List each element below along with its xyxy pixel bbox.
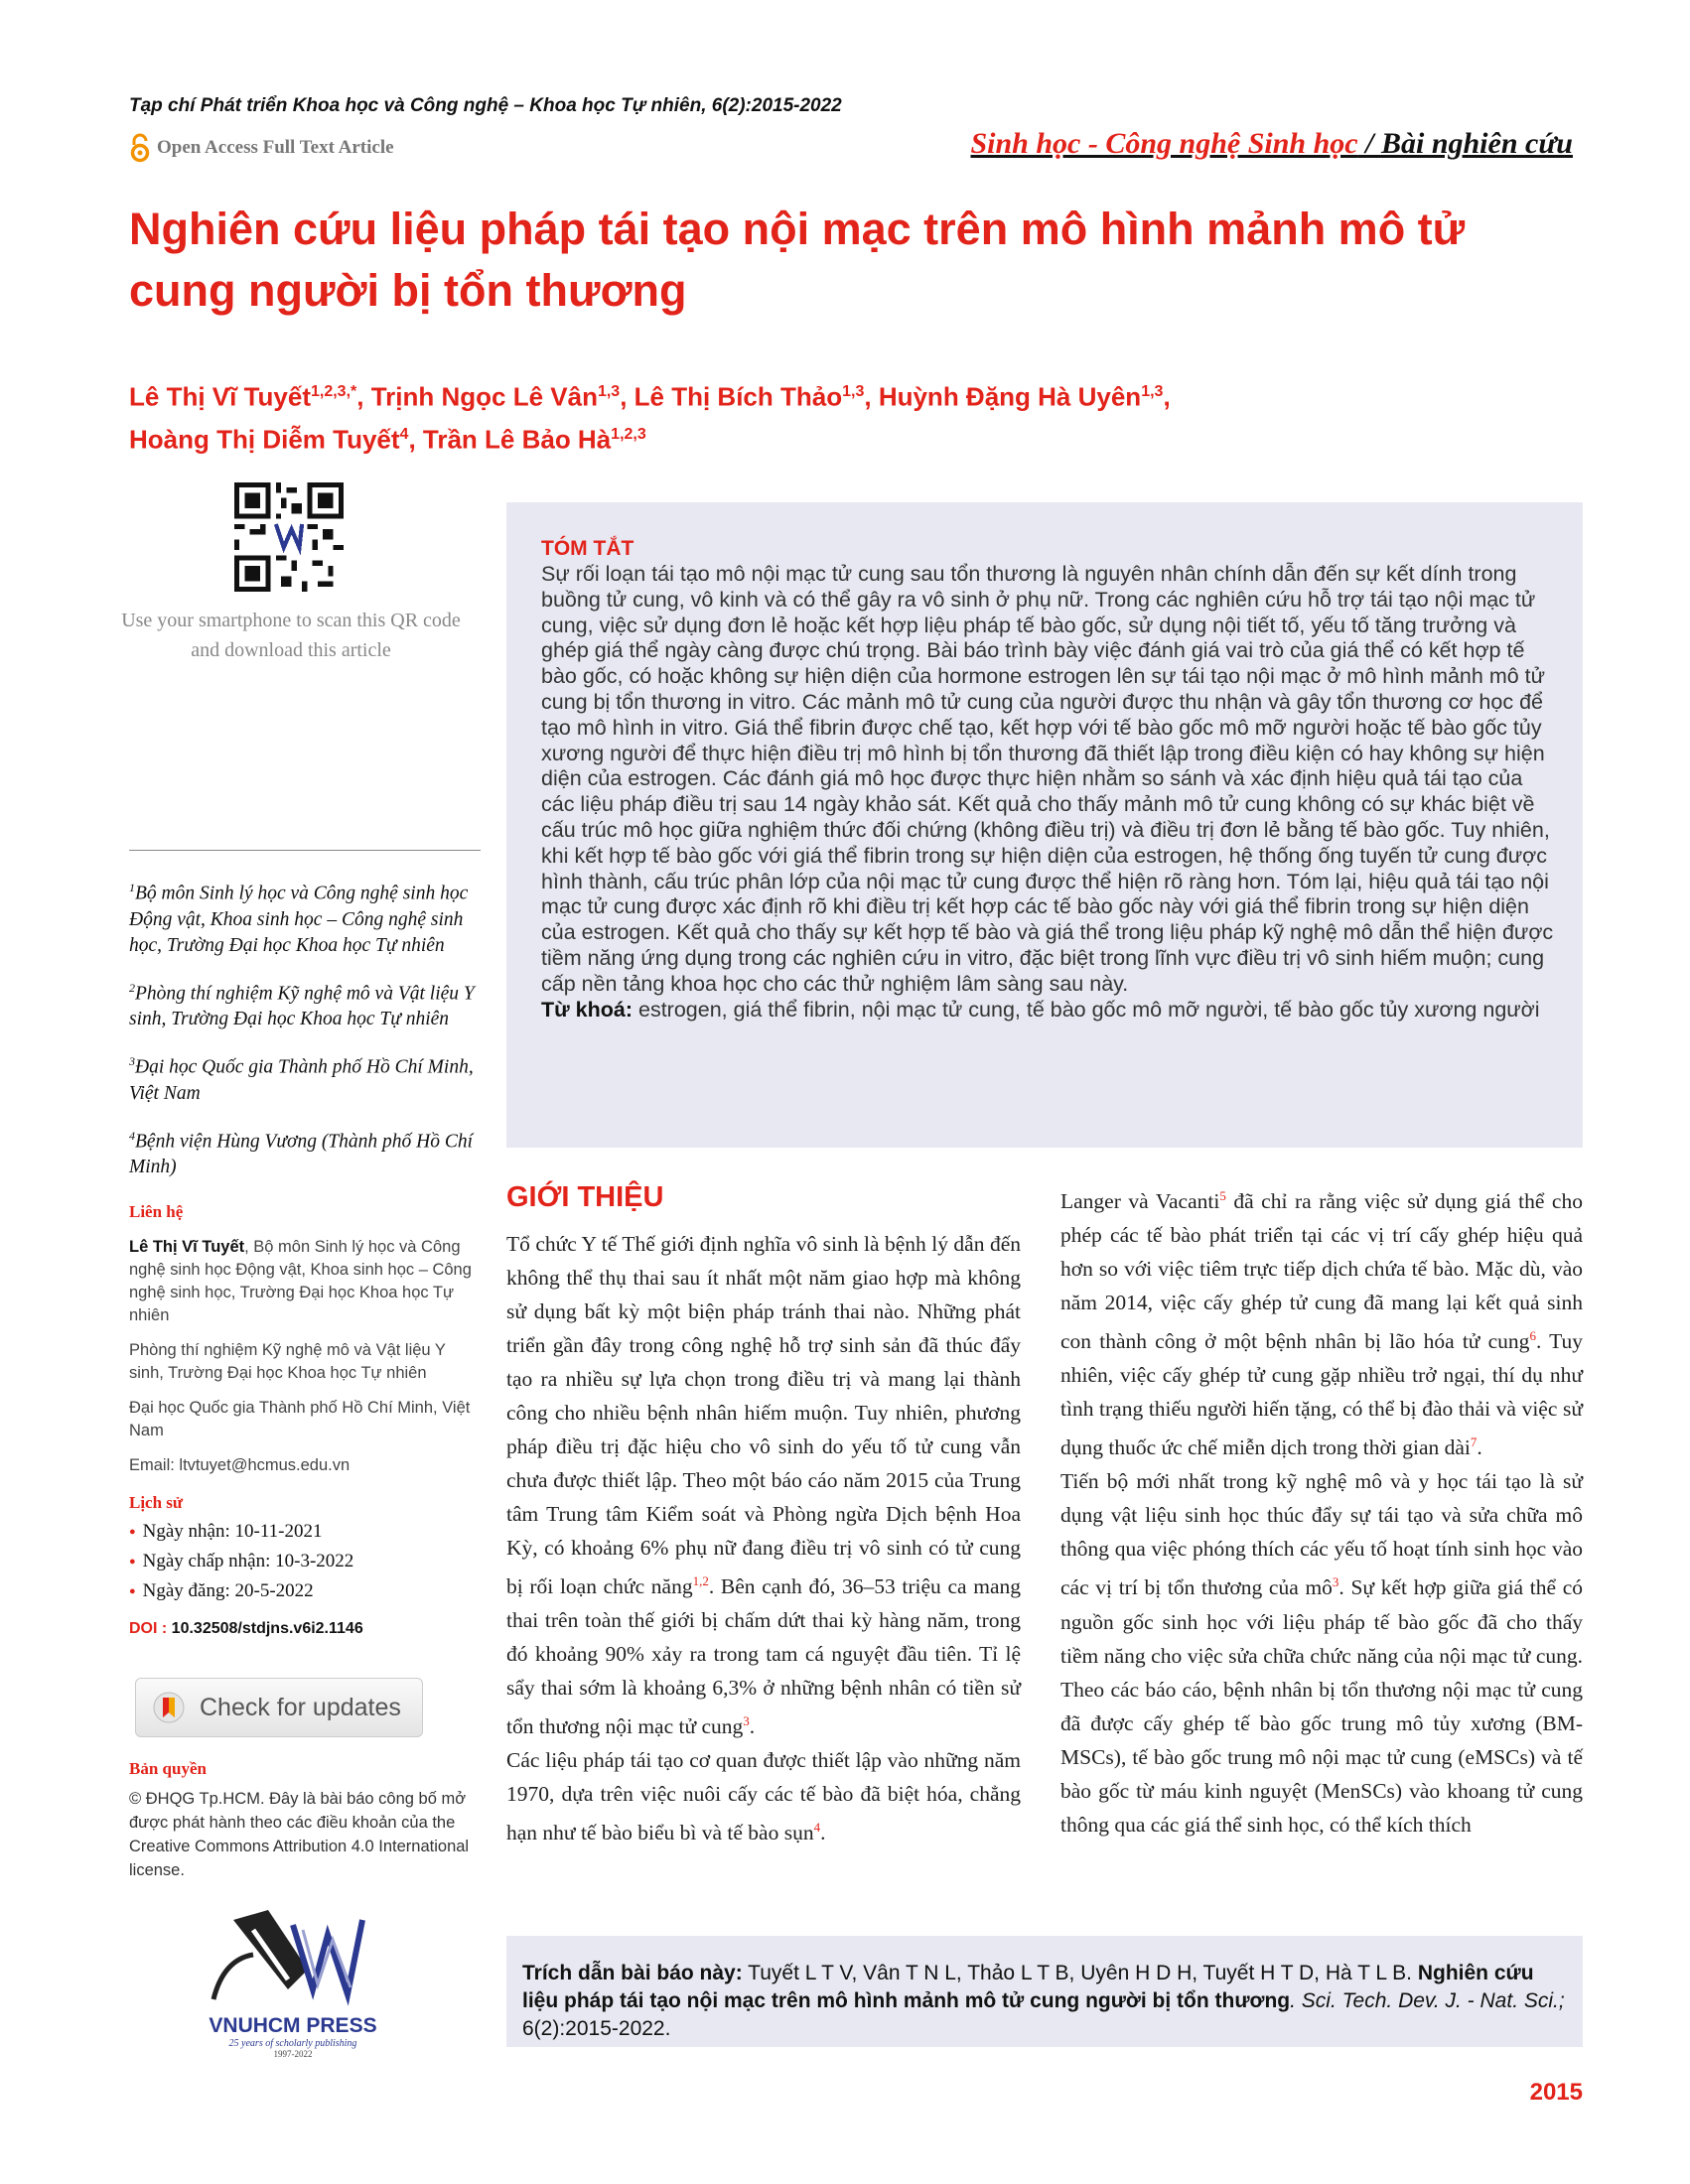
history-item: ● Ngày chấp nhận: 10-3-2022 bbox=[129, 1547, 481, 1576]
journal-name: Tạp chí Phát triển Khoa học và Công nghệ – Khoa học Tự nhiên, 6(2):2015-2022 bbox=[129, 95, 842, 116]
citation-authors: Tuyết L T V, Vân T N L, Thảo L T B, Uyên H D H, Tuyết H T D, Hà T L B. bbox=[742, 1962, 1418, 1984]
contact-email[interactable]: Email: ltvtuyet@hcmus.edu.vn bbox=[129, 1456, 351, 1474]
history-item: ● Ngày nhận: 10-11-2021 bbox=[129, 1517, 481, 1547]
sidebar bbox=[129, 850, 481, 1882]
doi-value[interactable]: 10.32508/stdjns.v6i2.1146 bbox=[171, 1620, 363, 1637]
abstract-heading: TÓM TẮT bbox=[541, 537, 634, 560]
citation-ref[interactable]: 1,2 bbox=[692, 1573, 709, 1588]
open-access-icon bbox=[129, 133, 151, 163]
history-heading: Lịch sử bbox=[129, 1493, 184, 1512]
body-paragraph: Langer và Vacanti$^5$ đã chỉ ra rằng việc sử dụng giá thể cho phép các tế bào phát triển tại các vị trí cấy ghép hiệu quả hơn so với việc tiêm trực tiếp dịch chứa tế bào. Mặc dù, vào năm 2014, việc cấy ghép tử cung đã mang lại kết quả sinh con thành công ở một bệnh nhân bị lão hóa tử cung$^6$. Tuy nhiên, việc cấy ghép tử cung gặp nhiều trở ngại, thí dụ như tình trạng thiếu người hiến tặng, có thể bị đào thải và việc sử dụng thuốc ức chế miễn dịch trong thời gian dài$^7$. bbox=[1060, 1188, 1583, 1460]
copyright-heading: Bản quyền bbox=[129, 1759, 207, 1778]
publisher-logo bbox=[194, 1900, 392, 2059]
contact-name: Lê Thị Vĩ Tuyết bbox=[129, 1238, 245, 1256]
citation-ref[interactable]: 6 bbox=[1529, 1328, 1536, 1344]
keywords-label: Từ khoá: bbox=[541, 997, 634, 1022]
intro-heading: GIỚI THIỆU bbox=[506, 1181, 664, 1213]
open-access-label bbox=[129, 133, 394, 163]
history-item: ● Ngày đăng: 20-5-2022 bbox=[129, 1576, 481, 1606]
article-section: Sinh học - Công nghệ Sinh học / Bài nghiên cứu bbox=[970, 127, 1573, 160]
affiliation: $^4$Bệnh viện Hùng Vương (Thành phố Hồ Chí Minh) bbox=[129, 1128, 474, 1177]
affiliation: $^3$Đại học Quốc gia Thành phố Hồ Chí Minh, Việt Nam bbox=[129, 1054, 474, 1104]
author-name: Lê Thị Vĩ Tuyết bbox=[129, 381, 311, 412]
publisher-years: 1997-2022 bbox=[273, 2049, 313, 2059]
contact-line: Đại học Quốc gia Thành phố Hồ Chí Minh, Việt Nam bbox=[129, 1399, 471, 1439]
doi-label: DOI : bbox=[129, 1620, 168, 1637]
keywords-text: estrogen, giá thể fibrin, nội mạc tử cung, tế bào gốc mô mỡ người, tế bào gốc tủy xương người bbox=[638, 997, 1540, 1022]
citation-ref[interactable]: 3 bbox=[1332, 1574, 1339, 1590]
sidebar-divider bbox=[129, 850, 481, 851]
doi[interactable] bbox=[129, 1620, 481, 1638]
article-type: Bài nghiên cứu bbox=[1380, 127, 1573, 160]
citation-ref[interactable]: 5 bbox=[1219, 1188, 1226, 1203]
citation-ref[interactable]: 3 bbox=[743, 1713, 750, 1729]
publisher-tagline: 25 years of scholarly publishing bbox=[228, 2038, 357, 2049]
qr-code[interactable] bbox=[234, 482, 344, 592]
abstract-body bbox=[541, 562, 1554, 1023]
qr-caption: Use your smartphone to scan this QR code and download this article bbox=[121, 610, 461, 661]
contact-line: Lê Thị Vĩ Tuyết, Bộ môn Sinh lý học và Công nghệ sinh học Động vật, Khoa sinh học – Công nghệ sinh học, Trường Đại học Khoa học Tự nhiên bbox=[129, 1238, 472, 1324]
body-column-left bbox=[506, 1227, 1021, 1849]
citation-box bbox=[506, 1936, 1583, 2047]
author-name: Lê Thị Bích Thảo bbox=[634, 381, 843, 412]
affiliation: $^1$Bộ môn Sinh lý học và Công nghệ sinh học Động vật, Khoa sinh học – Công nghệ sinh học, Trường Đại học Khoa học Tự nhiên bbox=[129, 881, 469, 956]
publisher-name: VNUHCM PRESS bbox=[209, 2014, 377, 2037]
citation-ref[interactable]: 7 bbox=[1470, 1434, 1478, 1450]
author-name: Trịnh Ngọc Lê Vân bbox=[370, 381, 598, 412]
author-name: Huỳnh Đặng Hà Uyên bbox=[878, 381, 1142, 412]
citation-title: Nghiên cứu liệu pháp tái tạo nội mạc trên mô hình mảnh mô tử cung người bị tổn thương bbox=[522, 1962, 1534, 2012]
body-paragraph: Tổ chức Y tế Thế giới định nghĩa vô sinh là bệnh lý dẫn đến không thể thụ thai sau ít nhất một năm giao hợp mà không sử dụng bất kỳ một biện pháp tránh thai nào. Những phát triển gần đây trong công nghệ hỗ trợ sinh sản đã thúc đẩy tạo ra nhiều sự lựa chọn trong điều trị và mang lại thành công cho nhiều bệnh nhân hiếm muộn. Tuy nhiên, phương pháp điều trị đặc hiệu cho vô sinh do yếu tố tử cung vẫn chưa được thiết lập. Theo một báo cáo năm 2015 của Trung tâm Trung tâm Kiểm soát và Phòng ngừa Dịch bệnh Hoa Kỳ, có khoảng 6% phụ nữ đang điều trị vô sinh có tử cung bị rối loạn chức năng$^{1,2}$. Bên cạnh đó, 36–53 triệu ca mang thai trên toàn thế giới bị chấm dứt thai kỳ hàng năm, trong đó khoảng 90% xảy ra trong tam cá nguyệt đầu tiên. Tỉ lệ sẩy thai sớm là khoảng 6,3% ở những bệnh nhân có tiền sử tổn thương nội mạc tử cung$^3$. bbox=[506, 1232, 1021, 1739]
pen-logo-icon bbox=[194, 1900, 392, 2009]
author-list: Lê Thị Vĩ Tuyết$^{1,2,3,*}$, Trịnh Ngọc Lê Vân$^{1,3}$, Lê Thị Bích Thảo$^{1,3}$, Huỳnh Đặng Hà Uyên$^{1,3}$, Hoàng Thị Diễm Tuyết$^4$, Trần Lê Bảo Hà$^{1,2,3}$ bbox=[129, 381, 1171, 455]
citation-tail: 6(2):2015-2022. bbox=[522, 2017, 671, 2040]
page-number: 2015 bbox=[1529, 2079, 1583, 2106]
body-paragraph: Các liệu pháp tái tạo cơ quan được thiết lập vào những năm 1970, dựa trên việc nuôi cấy các tế bào đã biệt hóa, chẳng hạn như tế bào biểu bì và tế bào sụn$^4$. bbox=[506, 1748, 1021, 1845]
body-column-right bbox=[1060, 1179, 1583, 1842]
citation-label: Trích dẫn bài báo này: bbox=[522, 1962, 743, 1984]
check-for-updates-button[interactable] bbox=[135, 1678, 423, 1737]
contact-heading: Liên hệ bbox=[129, 1202, 184, 1221]
copyright-text: © ĐHQG Tp.HCM. Đây là bài báo công bố mở được phát hành theo các điều khoản của the Creative Commons Attribution 4.0 International license. bbox=[129, 1790, 470, 1879]
history-list bbox=[129, 1517, 481, 1606]
affiliation: $^2$Phòng thí nghiệm Kỹ nghệ mô và Vật liệu Y sinh, Trường Đại học Khoa học Tự nhiên bbox=[129, 980, 475, 1029]
abstract-text: Sự rối loạn tái tạo mô nội mạc tử cung sau tổn thương là nguyên nhân chính dẫn đến sự kết dính trong buồng tử cung, vô kinh và có thể gây ra vô sinh ở phụ nữ. Trong các nghiên cứu hỗ trợ tái tạo nội mạc tử cung, việc sử dụng đơn lẻ hoặc kết hợp liệu pháp tế bào gốc, sử dụng nội tiết tố, yếu tố tăng trưởng và ghép giá thể ngày càng được chú trọng. Bài báo trình bày việc đánh giá vai trò của giá thể có kết hợp tế bào gốc, có hoặc không sự hiện diện của hormone estrogen lên sự tái tạo nội mạc ở mô hình mảnh mô tử cung bị tổn thương in vitro. Các mảnh mô tử cung của người được thu nhận và gây tổn thương cơ học để tạo mô hình in vitro. Giá thể fibrin được chế tạo, kết hợp với tế bào gốc mô mỡ người hoặc tế bào gốc tủy xương người để thực hiện điều trị mô hình bị tổn thương đã thiết lập trong điều kiện có hay không sự hiện diện của estrogen. Các đánh giá mô học được thực hiện nhằm so sánh và xác định hiệu quả tái tạo của các liệu pháp điều trị sau 14 ngày khảo sát. Kết quả cho thấy mảnh mô tử cung không có sự khác biệt về cấu trúc mô học giữa nghiệm thức đối chứng (không điều trị) và điều trị đơn lẻ bằng tế bào gốc. Tuy nhiên, khi kết hợp tế bào gốc với giá thể fibrin trong sự hiện diện của estrogen, hệ thống ống tuyến tử cung được hình thành, cấu trúc phân lớp của nội mạc tử cung được thể hiện rõ ràng hơn. Tóm lại, hiệu quả tái tạo nội mạc tử cung được xác định rõ khi điều trị kết hợp các tế bào gốc này với giá thể fibrin trong sự hiện diện của estrogen. Kết quả cho thấy sự kết hợp tế bào và giá thể trong liệu pháp kỹ nghệ mô dẫn thể hiện được tiềm năng ứng dụng trong các nghiên cứu in vitro, đặc biệt trong lĩnh vực điều trị vô sinh hiếm muộn; cung cấp nền tảng khoa học cho các thử nghiệm lâm sàng sau này. bbox=[541, 562, 1554, 996]
section-name: Sinh học - Công nghệ Sinh học bbox=[970, 127, 1358, 160]
citation-journal: . Sci. Tech. Dev. J. - Nat. Sci.; bbox=[1290, 1989, 1565, 2012]
check-for-updates-label: Check for updates bbox=[200, 1693, 401, 1721]
body-paragraph: Tiến bộ mới nhất trong kỹ nghệ mô và y học tái tạo là sử dụng vật liệu sinh học thúc đẩy sự tái tạo và sửa chữa mô thông qua việc phóng thích các yếu tố hoạt tính sinh học vào các vị trí bị tổn thương của $mô^3$. Sự kết hợp giữa giá thể có nguồn gốc sinh học với liệu pháp tế bào gốc đã cho thấy tiềm năng cho việc sửa chữa chức năng của nội mạc tử cung. Theo các báo cáo, bệnh nhân bị tổn thương nội mạc tử cung đã được cấy ghép tế bào gốc trung mô tủy xương (BM-MSCs), tế bào gốc trung mô nội mạc tử cung (eMSCs) và tế bào gốc từ máu kinh nguyệt (MenSCs) vào khoang tử cung thông qua các giá thể sinh học, có thể kích thích bbox=[1060, 1469, 1583, 1837]
citation-ref[interactable]: 4 bbox=[813, 1820, 821, 1836]
author-name: Hoàng Thị Diễm Tuyết bbox=[129, 424, 400, 455]
bookmark-icon bbox=[152, 1689, 186, 1726]
contact-line: Phòng thí nghiệm Kỹ nghệ mô và Vật liệu Y sinh, Trường Đại học Khoa học Tự nhiên bbox=[129, 1341, 446, 1382]
author-name: Trần Lê Bảo Hà bbox=[422, 424, 612, 455]
article-title: Nghiên cứu liệu pháp tái tạo nội mạc trên mô hình mảnh mô tử cung người bị tổn thương bbox=[129, 204, 1466, 316]
open-access-text: Open Access Full Text Article bbox=[157, 137, 394, 158]
